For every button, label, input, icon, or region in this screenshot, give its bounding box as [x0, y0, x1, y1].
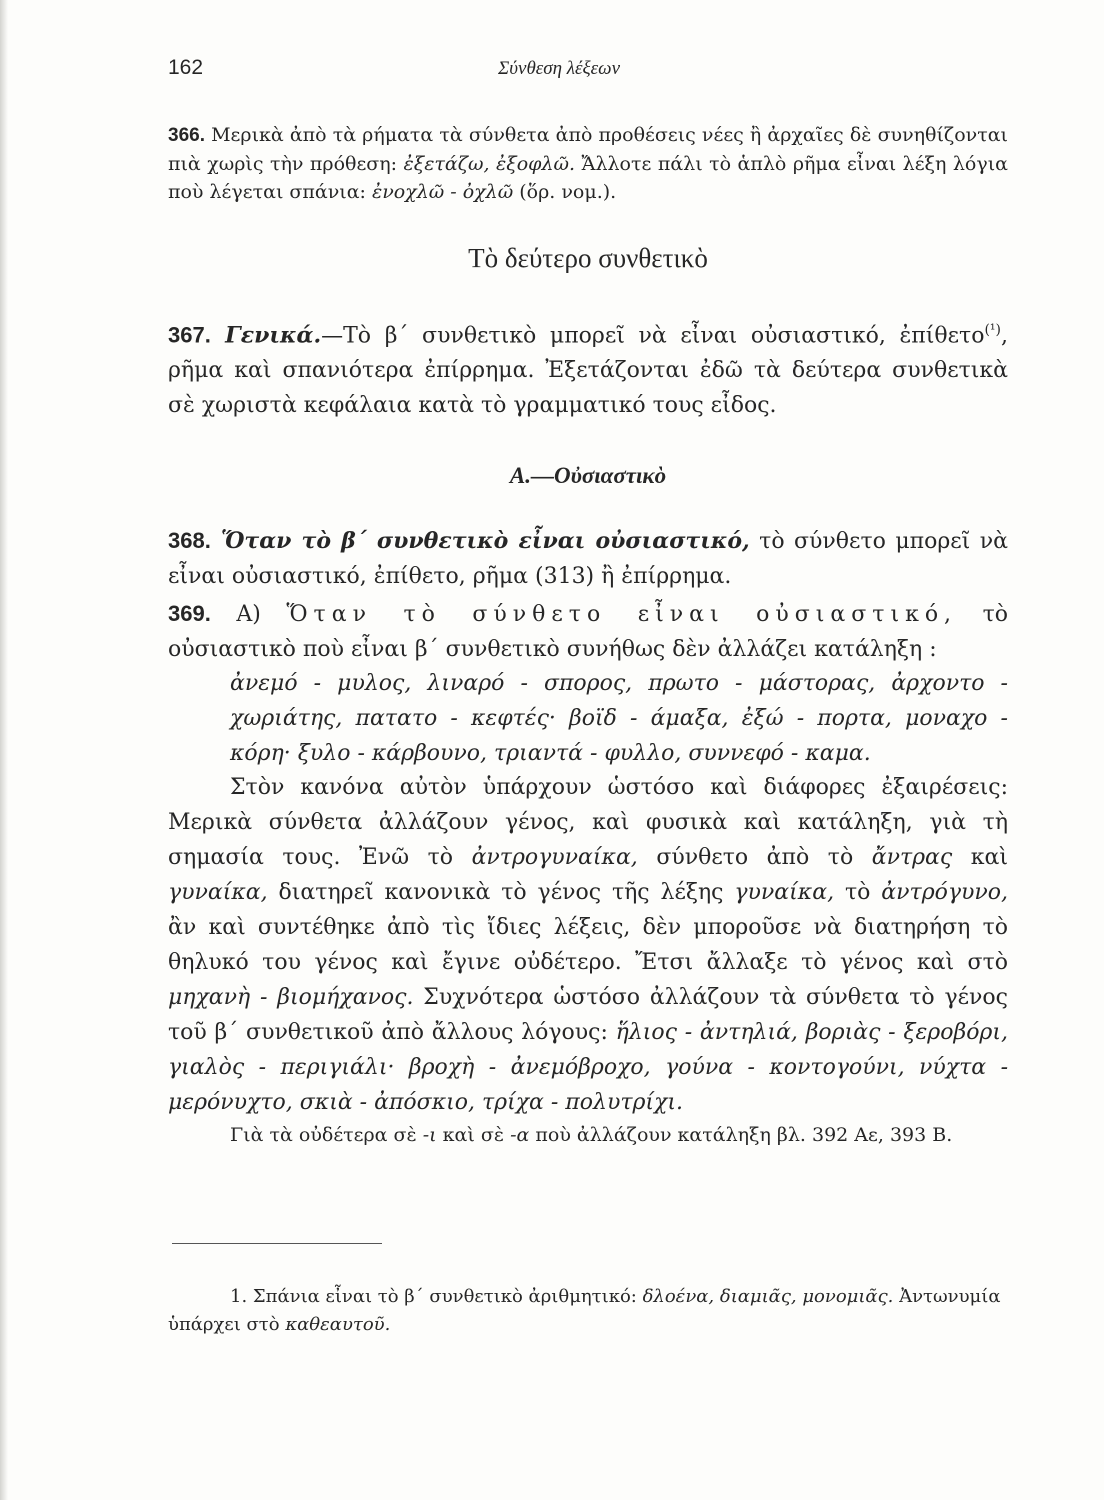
example-words: ἄντρας	[871, 845, 953, 870]
paragraph-366	[168, 121, 1008, 206]
page-header	[168, 56, 1008, 90]
example-words: ἥλιος - ἀντηλιά, βοριὰς - ξεροβόρι, γιαλὸς - περιγιάλι· βροχὴ - ἀνεμόβροχο, γούνα - κοντογούνι, νύχτα - μερόνυχτο, σκιὰ - ἀπόσκιο, τρίχα - πολυτρίχι.	[168, 1020, 1008, 1115]
subsection-heading: Α.—Οὐσιαστικὸ	[509, 463, 667, 488]
example-words: ἐξετάζω, ἐξοφλῶ.	[403, 153, 576, 175]
text-run: —Τὸ β΄ συνθετικὸ μπορεῖ νὰ εἶναι οὐσιαστικό, ἐπίθετο	[321, 323, 985, 349]
text-run: Μερικὰ ἀπὸ τὰ ρήματα τὰ σύνθετα ἀπὸ προθέσεις νέες ἢ ἀρχαῖες δὲ συνηθίζονται πιὰ χωρὶς τὴν πρόθεση:	[168, 124, 1008, 175]
paragraph-367	[168, 313, 1008, 423]
text-run: ποὺ ἀλλάζουν κατάληξη βλ. 392 Αε, 393 Β.	[529, 1124, 953, 1146]
example-words: καθεαυτοῦ.	[285, 1314, 391, 1335]
text-run: , ρῆμα καὶ σπανιότερα ἐπίρρημα. Ἐξετάζονται ἐδῶ τὰ δεύτερα συνθετικὰ σὲ χωριστὰ κεφάλαια κατὰ τὸ γραμματικό τους εἶδος.	[168, 323, 1008, 419]
running-title: Σύνθεση λέξεων	[498, 58, 620, 79]
example-list: ἀνεμό - μυλος, λιναρό - σπορος, πρωτο - μάστορας, ἀρχοντο - χωριάτης, πατατο - κεφτές· βοϊδ - άμαξα, ἐξώ - πορτα, μοναχο - κόρη· ξυλο - κάρβουνο, τριαντά - φυλλο, συννεφό - καμα.	[230, 671, 1008, 766]
example-words: -ι	[422, 1124, 437, 1146]
example-words: γυναίκα,	[168, 880, 268, 905]
example-words: ἐνοχλῶ - ὀχλῶ	[372, 181, 514, 203]
text-run: Σπάνια εἶναι τὸ β΄ συνθετικὸ ἀριθμητικό:	[247, 1286, 643, 1307]
text-run: σύνθετο ἀπὸ τὸ	[637, 845, 872, 870]
text-run: τὸ οὐσιαστικὸ ποὺ εἶναι β΄ συνθετικὸ συνήθως δὲν ἀλλάζει κατάληξη :	[168, 602, 1008, 662]
emphasized-text: Ὅταν τὸ σύνθετο εἶναι οὐσιαστικό,	[286, 602, 958, 627]
paragraph-368	[168, 523, 1008, 594]
paragraph-number: 368.	[168, 528, 211, 553]
footnote-divider	[172, 1243, 382, 1244]
section-heading: Τὸ δεύτερο συνθετικὸ	[468, 243, 708, 273]
text-run: τὸ σύνθετο μπορεῖ νὰ εἶναι οὐσιαστικό, ἐπίθετο, ρῆμα (313) ἢ ἐπίρρημα.	[168, 529, 1008, 589]
text-run: Ἄλλοτε πάλι τὸ ἁπλὸ ρῆμα εἶναι λέξη λόγια ποὺ λέγεται σπάνια:	[168, 153, 1008, 203]
example-words: δλοένα, διαμιᾶς, μονομιᾶς.	[642, 1286, 894, 1307]
text-run: Ἀντωνυμία ὑπάρχει στὸ	[168, 1286, 1001, 1335]
footnote	[168, 1283, 1008, 1339]
cross-reference-note	[168, 1121, 1008, 1149]
text-run: καὶ σὲ	[436, 1124, 511, 1146]
page-number: 162	[168, 56, 204, 79]
text-run: Συχνότερα ὡστόσο ἀλλάζουν τὰ σύνθετα τὸ γένος τοῦ β΄ συνθετικοῦ ἀπὸ ἄλλους λόγους:	[168, 985, 1008, 1045]
text-run: καὶ	[952, 845, 1008, 870]
text-run: διατηρεῖ κανονικὰ τὸ γένος τῆς λέξης	[267, 880, 735, 905]
footnote-number: 1.	[230, 1286, 248, 1307]
paragraph-title: Ὅταν τὸ β΄ συνθετικὸ εἶναι οὐσιαστικό,	[210, 528, 750, 554]
paragraph-number: 369.	[168, 601, 211, 626]
paragraph-number: 366.	[168, 125, 205, 146]
example-words: -α	[510, 1124, 530, 1146]
text-run: τὸ	[834, 880, 882, 905]
paragraph-369	[168, 596, 1008, 667]
footnote-reference: (¹)	[984, 322, 1001, 338]
example-words: γυναίκα,	[734, 880, 835, 905]
page-edge-shadow	[0, 0, 8, 1500]
paragraph-title: Γενικά.	[210, 322, 322, 349]
example-words: ἀντρογυναίκα,	[471, 845, 638, 870]
text-run: Στὸν κανόνα αὐτὸν ὑπάρχουν ὡστόσο καὶ διάφορες ἐξαιρέσεις: Μερικὰ σύνθετα ἀλλάζουν γένος, καὶ φυσικὰ καὶ κατάληξη, γιὰ τὴ σημασία τους. Ἐνῶ τὸ	[168, 775, 1008, 870]
text-run: ἂν καὶ συντέθηκε ἀπὸ τὶς ἴδιες λέξεις, δὲν μποροῦσε νὰ διατηρήση τὸ θηλυκό του γένος καὶ ἔγινε οὐδέτερο. Ἔτσι ἄλλαξε τὸ γένος καὶ στὸ	[168, 915, 1008, 975]
text-run: (ὅρ. νομ.).	[513, 181, 617, 203]
text-run: Γιὰ τὰ οὐδέτερα σὲ	[230, 1124, 423, 1146]
example-words: ἀντρόγυνο,	[881, 880, 1009, 905]
paragraph-number: 367.	[168, 322, 211, 348]
paragraph-369-exceptions	[168, 770, 1008, 1120]
text-run: Α)	[210, 602, 287, 627]
example-words: μηχανὴ - βιομήχανος.	[168, 985, 414, 1010]
